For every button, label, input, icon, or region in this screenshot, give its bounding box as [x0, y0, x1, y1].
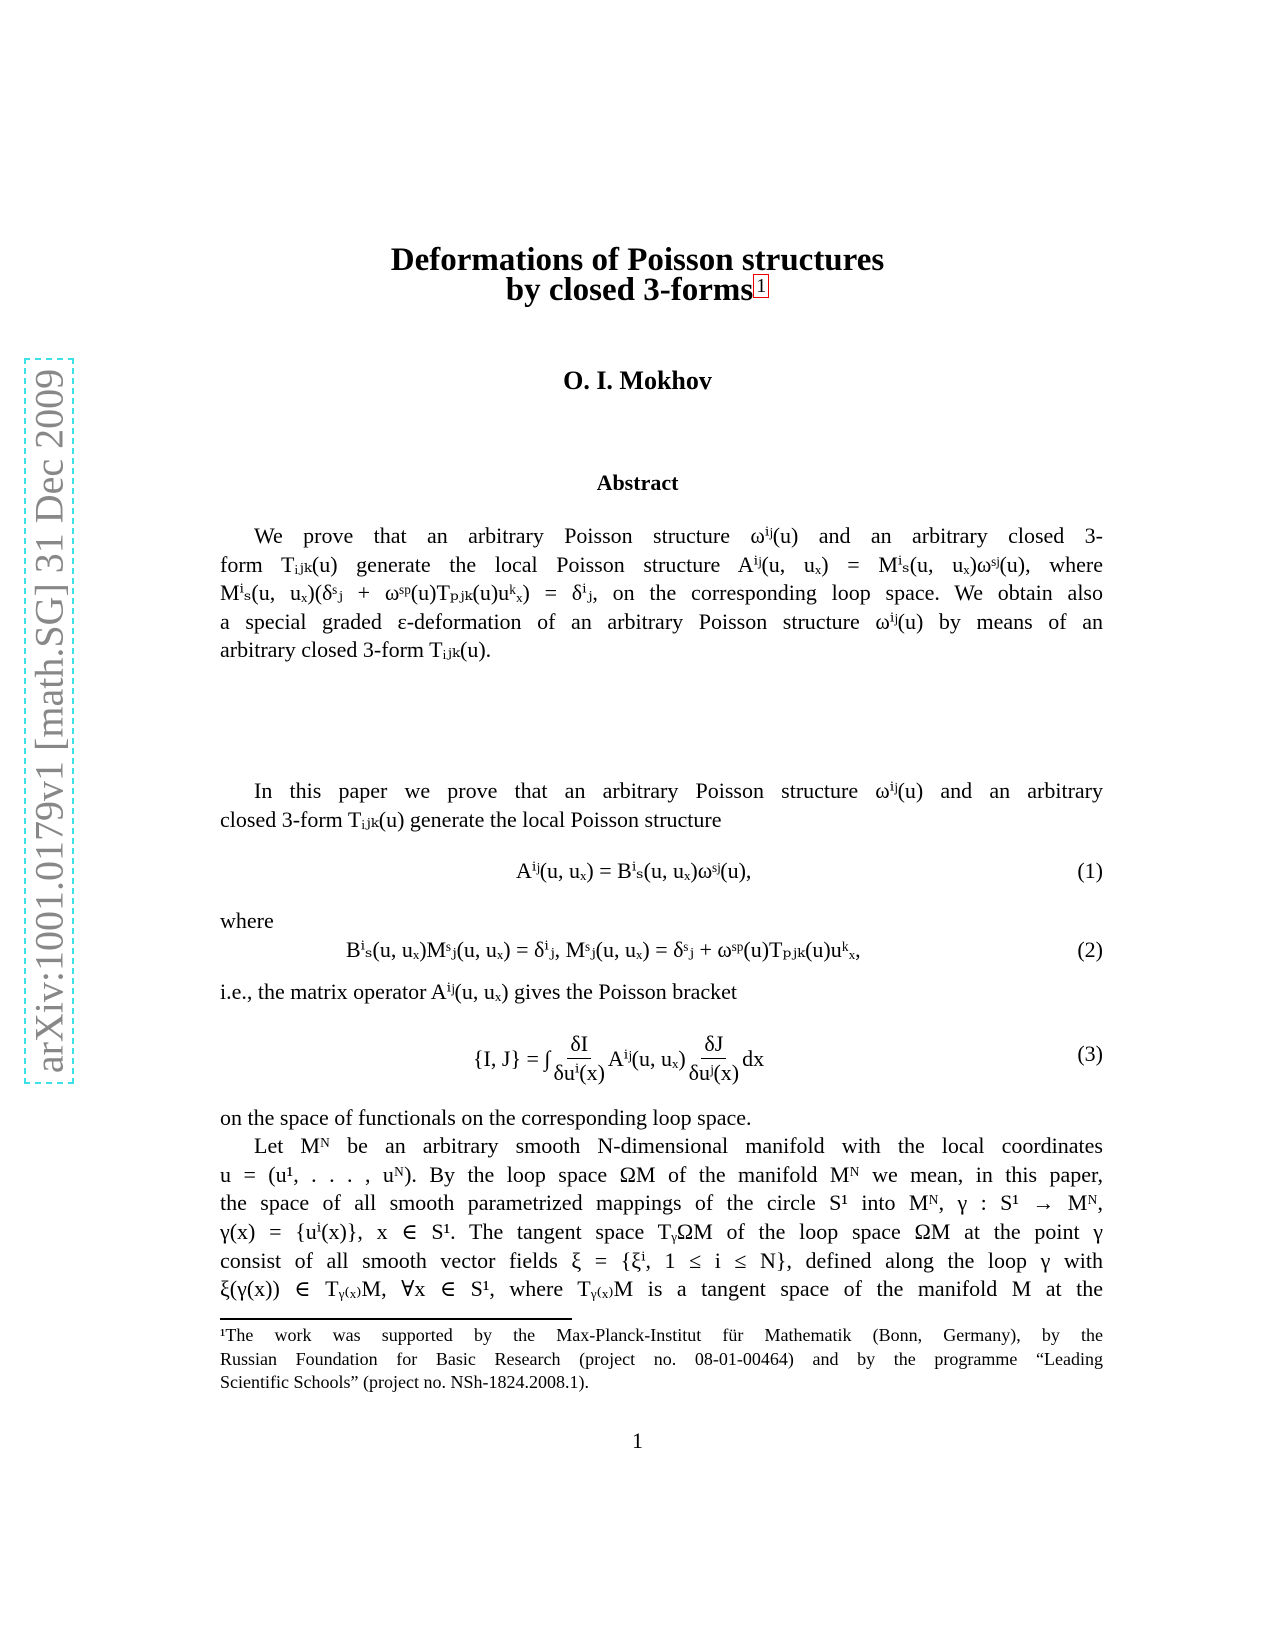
footnote-rule: [220, 1318, 572, 1320]
abstract-line: arbitrary closed 3-form Tᵢⱼₖ(u).: [220, 637, 492, 662]
equation-2-number: (2): [1077, 937, 1103, 962]
body-line: γ(x) = {uⁱ(x)}, x ∈ S¹. The tangent space TᵧΩM of the loop space ΩM at the point γ: [220, 1219, 1103, 1244]
equation-1-number: (1): [1077, 858, 1103, 883]
footnote-line: Scientific Schools” (project no. NSh-1824.2008.1).: [220, 1372, 589, 1392]
fraction-numerator: δI: [567, 1030, 591, 1059]
equation-3: [473, 1030, 764, 1087]
fraction-numerator: δJ: [701, 1030, 726, 1059]
body-line: In this paper we prove that an arbitrary Poisson structure ωⁱʲ(u) and an arbitrary: [254, 778, 1103, 803]
equation-3-number: (3): [1077, 1041, 1103, 1066]
abstract-heading: Abstract: [596, 470, 679, 495]
body-line: u = (u¹, . . . , uᴺ). By the loop space ΩM of the manifold Mᴺ we mean, in this paper,: [220, 1162, 1103, 1187]
eq3-rhs: dx: [742, 1045, 765, 1071]
footnote-link[interactable]: 1: [753, 274, 769, 298]
arxiv-id: arXiv:1001.0179v1 [math.SG] 31 Dec 2009: [26, 368, 72, 1074]
eq3-lhs: {I, J} = ∫: [473, 1045, 551, 1071]
body-line: the space of all smooth parametrized mappings of the circle S¹ into Mᴺ, γ : S¹ → Mᴺ,: [220, 1190, 1103, 1215]
abstract-line: We prove that an arbitrary Poisson structure ωⁱʲ(u) and an arbitrary closed 3-: [254, 523, 1103, 548]
abstract-line: Mⁱₛ(u, uₓ)(δˢⱼ + ωˢᵖ(u)Tₚⱼₖ(u)uᵏₓ) = δⁱⱼ, on the corresponding loop space. We obtain also: [220, 580, 1103, 605]
footnote-line: ¹The work was supported by the Max-Planck-Institut für Mathematik (Bonn, Germany), by the: [220, 1325, 1103, 1345]
title-line-1: Deformations of Poisson structures: [390, 242, 885, 278]
body-line: closed 3-form Tᵢⱼₖ(u) generate the local Poisson structure: [220, 807, 722, 832]
body-line: consist of all smooth vector fields ξ = {ξⁱ, 1 ≤ i ≤ N}, defined along the loop γ with: [220, 1248, 1103, 1273]
title-text: by closed 3-forms: [505, 272, 754, 308]
eq3-operator: Aⁱʲ(u, uₓ): [607, 1045, 686, 1071]
body-line: on the space of functionals on the corresponding loop space.: [220, 1105, 752, 1130]
fraction-denominator: δuʲ(x): [688, 1060, 740, 1085]
abstract-line: form Tᵢⱼₖ(u) generate the local Poisson structure Aⁱʲ(u, uₓ) = Mⁱₛ(u, uₓ)ωˢʲ(u), where: [220, 552, 1103, 577]
fraction-2: [689, 1030, 739, 1087]
footnote-line: Russian Foundation for Basic Research (project no. 08-01-00464) and by the programme “Leading: [220, 1349, 1103, 1369]
body-line: Let Mᴺ be an arbitrary smooth N-dimensional manifold with the local coordinates: [254, 1133, 1103, 1158]
arxiv-stamp[interactable]: [24, 358, 74, 1084]
equation-1: Aⁱʲ(u, uₓ) = Bⁱₛ(u, uₓ)ωˢʲ(u),: [516, 858, 752, 883]
abstract-line: a special graded ε-deformation of an arbitrary Poisson structure ωⁱʲ(u) by means of an: [220, 609, 1103, 634]
page-number: 1: [632, 1428, 643, 1453]
fraction-denominator: δuⁱ(x): [553, 1060, 605, 1085]
fraction-1: [553, 1030, 604, 1087]
body-line: i.e., the matrix operator Aⁱʲ(u, uₓ) gives the Poisson bracket: [220, 979, 738, 1004]
title-line-2: [0, 274, 1275, 306]
equation-2: Bⁱₛ(u, uₓ)Mˢⱼ(u, uₓ) = δⁱⱼ, Mˢⱼ(u, uₓ) = δˢⱼ + ωˢᵖ(u)Tₚⱼₖ(u)uᵏₓ,: [346, 937, 861, 962]
author: O. I. Mokhov: [563, 366, 712, 395]
body-line: ξ(γ(x)) ∈ Tᵧ₍ₓ₎M, ∀x ∈ S¹, where Tᵧ₍ₓ₎M is a tangent space of the manifold M at the: [220, 1276, 1103, 1301]
body-line: where: [220, 908, 274, 933]
